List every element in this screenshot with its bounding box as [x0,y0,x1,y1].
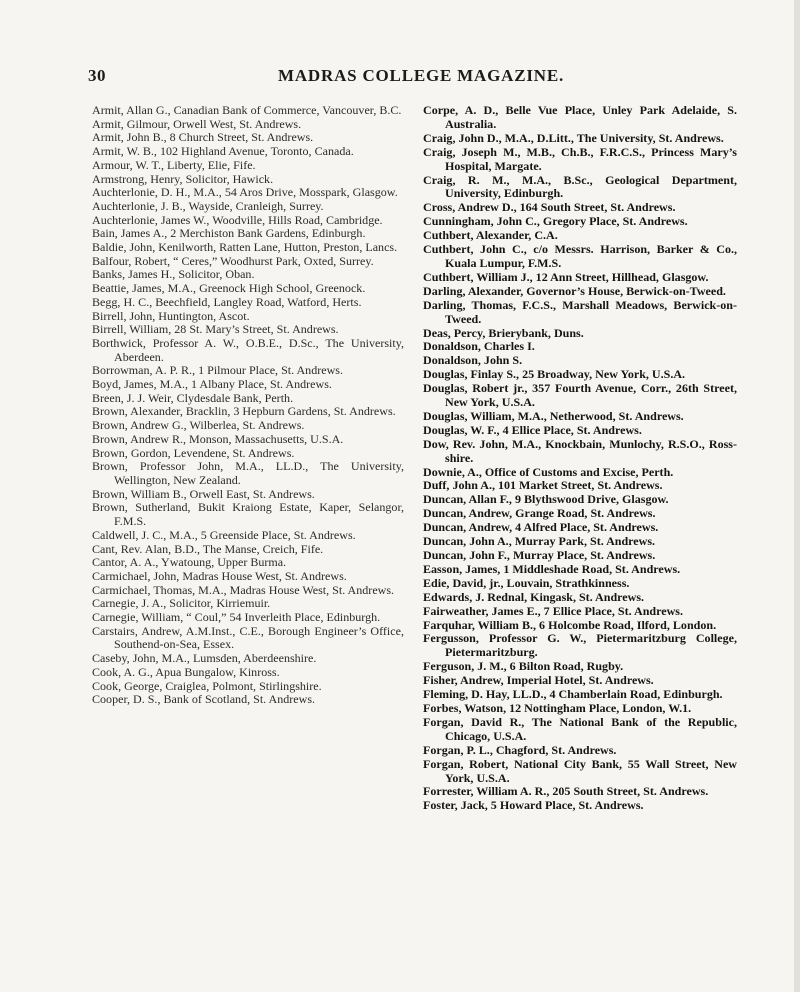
page-number: 30 [88,66,106,85]
directory-entry: Auchterlonie, J. B., Wayside, Cranleigh, Surrey. [92,198,324,213]
page-header [88,66,748,88]
directory-entry: Boyd, James, M.A., 1 Albany Place, St. Andrews. [92,377,332,392]
page-edge [794,0,800,992]
directory-entry: Begg, H. C., Beechfield, Langley Road, Watford, Herts. [92,294,362,309]
directory-entry: Carnegie, William, “ Coul,” 54 Inverleith Place, Edinburgh. [92,610,381,625]
directory-entry: Duncan, Allan F., 9 Blythswood Drive, Glasgow. [423,492,669,507]
directory-entry: Carstairs, Andrew, A.M.Inst., C.E., Borough Engineer’s Office, Southend-on-Sea, Essex. [92,623,404,652]
directory-entry: Donaldson, John S. [423,353,523,368]
directory-entry: Cuthbert, John C., c/o Messrs. Harrison, Barker & Co., Kuala Lumpur, F.M.S. [423,242,737,270]
directory-entry: Cross, Andrew D., 164 South Street, St. Andrews. [423,200,676,215]
directory-entry: Donaldson, Charles I. [423,339,535,354]
directory-entry: Douglas, W. F., 4 Ellice Place, St. Andrews. [423,422,642,437]
directory-entry: Caseby, John, M.A., Lumsden, Aberdeenshire. [92,651,317,666]
directory-entry: Borthwick, Professor A. W., O.B.E., D.Sc., The University, Aberdeen. [92,335,404,364]
directory-entry: Craig, John D., M.A., D.Litt., The University, St. Andrews. [423,130,724,145]
directory-entry: Cuthbert, Alexander, C.A. [423,228,558,243]
directory-entry: Douglas, Finlay S., 25 Broadway, New York, U.S.A. [423,367,686,382]
directory-entry: Armstrong, Henry, Solicitor, Hawick. [92,171,274,186]
directory-entry: Armit, W. B., 102 Highland Avenue, Toronto, Canada. [92,144,354,159]
directory-entry: Brown, Professor John, M.A., LL.D., The University, Wellington, New Zealand. [92,459,404,487]
directory-entry: Brown, Andrew G., Wilberlea, St. Andrews. [92,418,305,433]
directory-entry: Baldie, John, Kenilworth, Ratten Lane, Hutton, Preston, Lancs. [92,240,398,255]
directory-entry: Fergusson, Professor G. W., Pietermaritzburg College, Pietermaritzburg. [423,631,737,660]
directory-entry: Carmichael, John, Madras House West, St. Andrews. [92,568,347,583]
directory-entry: Brown, Alexander, Bracklin, 3 Hepburn Gardens, St. Andrews. [92,404,396,419]
directory-entry: Brown, Sutherland, Bukit Kraiong Estate, Kaper, Selangor, F.M.S. [92,500,404,529]
directory-entry: Armit, Allan G., Canadian Bank of Commerce, Vancouver, B.C. [92,103,402,117]
directory-entry: Cuthbert, William J., 12 Ann Street, Hillhead, Glasgow. [423,269,709,284]
directory-entry: Douglas, Robert jr., 357 Fourth Avenue, Corr., 26th Street, New York, U.S.A. [423,381,737,410]
directory-entry: Armit, Gilmour, Orwell West, St. Andrews. [92,116,302,131]
directory-entry: Duncan, John F., Murray Place, St. Andrews. [423,548,656,562]
directory-entry: Duncan, John A., Murray Park, St. Andrews. [423,534,656,549]
directory-entry: Balfour, Robert, “ Ceres,” Woodhurst Park, Oxted, Surrey. [92,253,374,268]
directory-entry: Forbes, Watson, 12 Nottingham Place, London, W.1. [423,700,692,715]
directory-entry: Easson, James, 1 Middleshade Road, St. Andrews. [423,561,681,576]
directory-entry: Edie, David, jr., Louvain, Strathkinness. [423,575,630,590]
left-column [92,104,404,707]
directory-entry: Darling, Thomas, F.C.S., Marshall Meadows, Berwick-on-Tweed. [423,297,737,326]
directory-entry: Borrowman, A. P. R., 1 Pilmour Place, St. Andrews. [92,363,343,378]
directory-entry: Cunningham, John C., Gregory Place, St. Andrews. [423,214,688,229]
directory-entry: Darling, Alexander, Governor’s House, Berwick-on-Tweed. [423,283,726,298]
directory-entry: Craig, Joseph M., M.B., Ch.B., F.R.C.S., Princess Mary’s Hospital, Margate. [423,144,737,173]
directory-entry: Armit, John B., 8 Church Street, St. Andrews. [92,130,314,145]
directory-entry: Edwards, J. Rednal, Kingask, St. Andrews. [423,589,645,604]
directory-entry: Caldwell, J. C., M.A., 5 Greenside Place, St. Andrews. [92,527,356,542]
directory-entry: Forgan, P. L., Chagford, St. Andrews. [423,742,617,757]
directory-entry: Brown, Gordon, Levendene, St. Andrews. [92,445,295,460]
directory-entry: Armour, W. T., Liberty, Elie, Fife. [92,157,256,172]
directory-entry: Deas, Percy, Brierybank, Duns. [423,325,584,340]
directory-entry: Dow, Rev. John, M.A., Knockbain, Munlochy, R.S.O., Ross-shire. [423,436,737,465]
directory-entry: Auchterlonie, James W., Woodville, Hills Road, Cambridge. [92,212,383,227]
directory-entry: Farquhar, William B., 6 Holcombe Road, Ilford, London. [423,617,717,632]
directory-entry: Downie, A., Office of Customs and Excise, Perth. [423,464,674,479]
directory-entry: Cant, Rev. Alan, B.D., The Manse, Creich, Fife. [92,541,324,556]
directory-entry: Fleming, D. Hay, LL.D., 4 Chamberlain Road, Edinburgh. [423,687,723,702]
directory-entry: Ferguson, J. M., 6 Bilton Road, Rugby. [423,659,624,674]
directory-entry: Duff, John A., 101 Market Street, St. Andrews. [423,478,663,493]
directory-entry: Corpe, A. D., Belle Vue Place, Unley Park Adelaide, S. Australia. [423,103,737,131]
directory-entry: Duncan, Andrew, Grange Road, St. Andrews. [423,506,656,521]
directory-entry: Fairweather, James E., 7 Ellice Place, St. Andrews. [423,603,683,618]
directory-entry: Breen, J. J. Weir, Clydesdale Bank, Perth. [92,390,294,405]
directory-entry: Carnegie, J. A., Solicitor, Kirriemuir. [92,596,271,611]
directory-entry: Brown, William B., Orwell East, St. Andrews. [92,486,315,501]
directory-entry: Banks, James H., Solicitor, Oban. [92,267,255,282]
directory-entry: Cooper, D. S., Bank of Scotland, St. Andrews. [92,692,316,707]
directory-entry: Cook, George, Craiglea, Polmont, Stirlingshire. [92,678,322,693]
running-title: MADRAS COLLEGE MAGAZINE. [278,66,565,85]
directory-entry: Forrester, William A. R., 205 South Street, St. Andrews. [423,784,709,799]
directory-entry: Bain, James A., 2 Merchiston Bank Gardens, Edinburgh. [92,226,366,241]
directory-entry: Douglas, William, M.A., Netherwood, St. Andrews. [423,408,684,423]
directory-entry: Duncan, Andrew, 4 Alfred Place, St. Andrews. [423,520,659,535]
directory-entry: Carmichael, Thomas, M.A., Madras House West, St. Andrews. [92,582,395,597]
directory-entry: Fisher, Andrew, Imperial Hotel, St. Andrews. [423,673,654,688]
directory-entry: Brown, Andrew R., Monson, Massachusetts, U.S.A. [92,431,344,446]
right-column [423,104,737,813]
directory-entry: Cook, A. G., Apua Bungalow, Kinross. [92,664,280,679]
directory-entry: Forgan, David R., The National Bank of the Republic, Chicago, U.S.A. [423,714,737,743]
directory-entry: Forgan, Robert, National City Bank, 55 Wall Street, New York, U.S.A. [423,756,737,785]
directory-entry: Birrell, John, Huntington, Ascot. [92,308,250,323]
directory-entry: Beattie, James, M.A., Greenock High School, Greenock. [92,281,366,296]
directory-entry: Craig, R. M., M.A., B.Sc., Geological Department, University, Edinburgh. [423,172,737,201]
directory-entry: Birrell, William, 28 St. Mary’s Street, St. Andrews. [92,322,339,337]
directory-entry: Foster, Jack, 5 Howard Place, St. Andrews. [423,798,644,813]
directory-entry: Cantor, A. A., Ywatoung, Upper Burma. [92,555,287,570]
directory-entry: Auchterlonie, D. H., M.A., 54 Aros Drive, Mosspark, Glasgow. [92,185,398,200]
